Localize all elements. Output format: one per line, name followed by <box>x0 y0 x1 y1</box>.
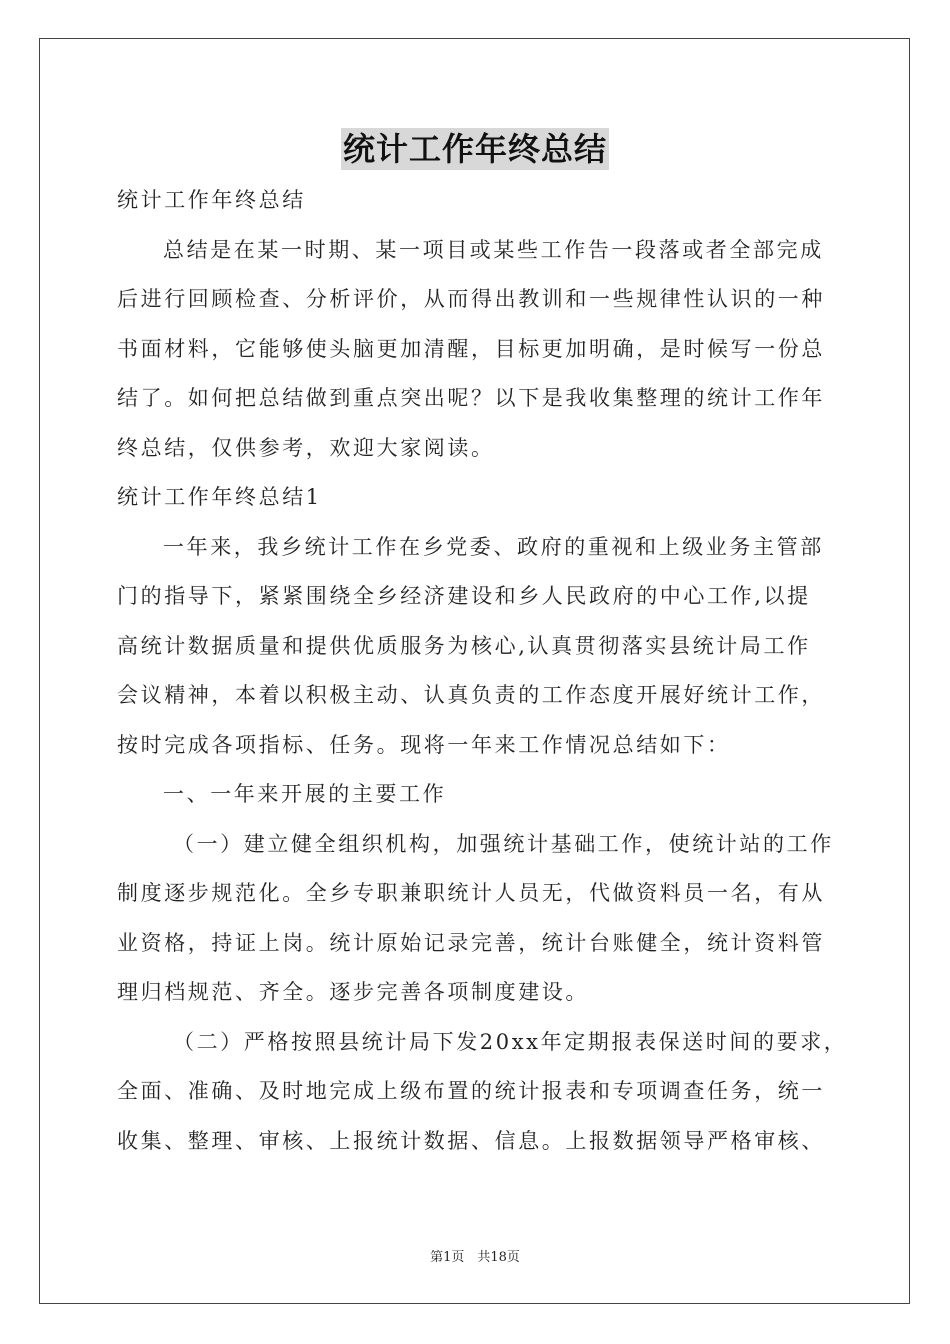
paragraph-line: 后进行回顾检查、分析评价，从而得出教训和一些规律性认识的一种 <box>117 287 825 311</box>
document-body <box>117 176 848 1166</box>
paragraph-line: （一）建立健全组织机构，加强统计基础工作，使统计站的工作 <box>173 831 834 856</box>
paragraph-line: 高统计数据质量和提供优质服务为核心,认真贯彻落实县统计局工作 <box>117 633 811 658</box>
page-number-footer: 第1页 共18页 <box>430 1250 520 1265</box>
paragraph-line: 理归档规范、齐全。逐步完善各项制度建设。 <box>117 980 589 1004</box>
paragraph-line: 制度逐步规范化。全乡专职兼职统计人员无，代做资料员一名，有从 <box>117 881 825 905</box>
paragraph-line: 总结是在某一时期、某一项目或某些工作告一段落或者全部完成 <box>163 237 824 262</box>
paragraph-line: 书面材料，它能够使头脑更加清醒，目标更加明确，是时候写一份总 <box>117 336 825 361</box>
document-title: 统计工作年终总结 <box>342 130 607 168</box>
paragraph-line: 收集、整理、审核、上报统计数据、信息。上报数据领导严格审核、 <box>117 1128 825 1153</box>
paragraph-line: 业资格，持证上岗。统计原始记录完善，统计台账健全，统计资料管 <box>117 930 825 955</box>
paragraph-line: 一年来，我乡统计工作在乡党委、政府的重视和上级业务主管部 <box>163 534 824 559</box>
paragraph-line: 会议精神，本着以积极主动、认真负责的工作态度开展好统计工作， <box>117 683 825 707</box>
paragraph-line: 终总结，仅供参考，欢迎大家阅读。 <box>117 435 495 460</box>
subsection-heading: 一、一年来开展的主要工作 <box>163 782 447 806</box>
title-container <box>0 128 950 170</box>
paragraph-line: 按时完成各项指标、任务。现将一年来工作情况总结如下： <box>117 732 731 757</box>
paragraph-line: 结了。如何把总结做到重点突出呢？以下是我收集整理的统计工作年 <box>117 386 825 410</box>
section-heading: 统计工作年终总结1 <box>117 485 322 509</box>
paragraph-line: （二）严格按照县统计局下发20xx年定期报表保送时间的要求， <box>173 1029 848 1054</box>
subtitle-line: 统计工作年终总结 <box>117 188 306 212</box>
paragraph-line: 全面、准确、及时地完成上级布置的统计报表和专项调查任务，统一 <box>117 1079 825 1103</box>
paragraph-line: 门的指导下，紧紧围绕全乡经济建设和乡人民政府的中心工作,以提 <box>117 584 811 608</box>
